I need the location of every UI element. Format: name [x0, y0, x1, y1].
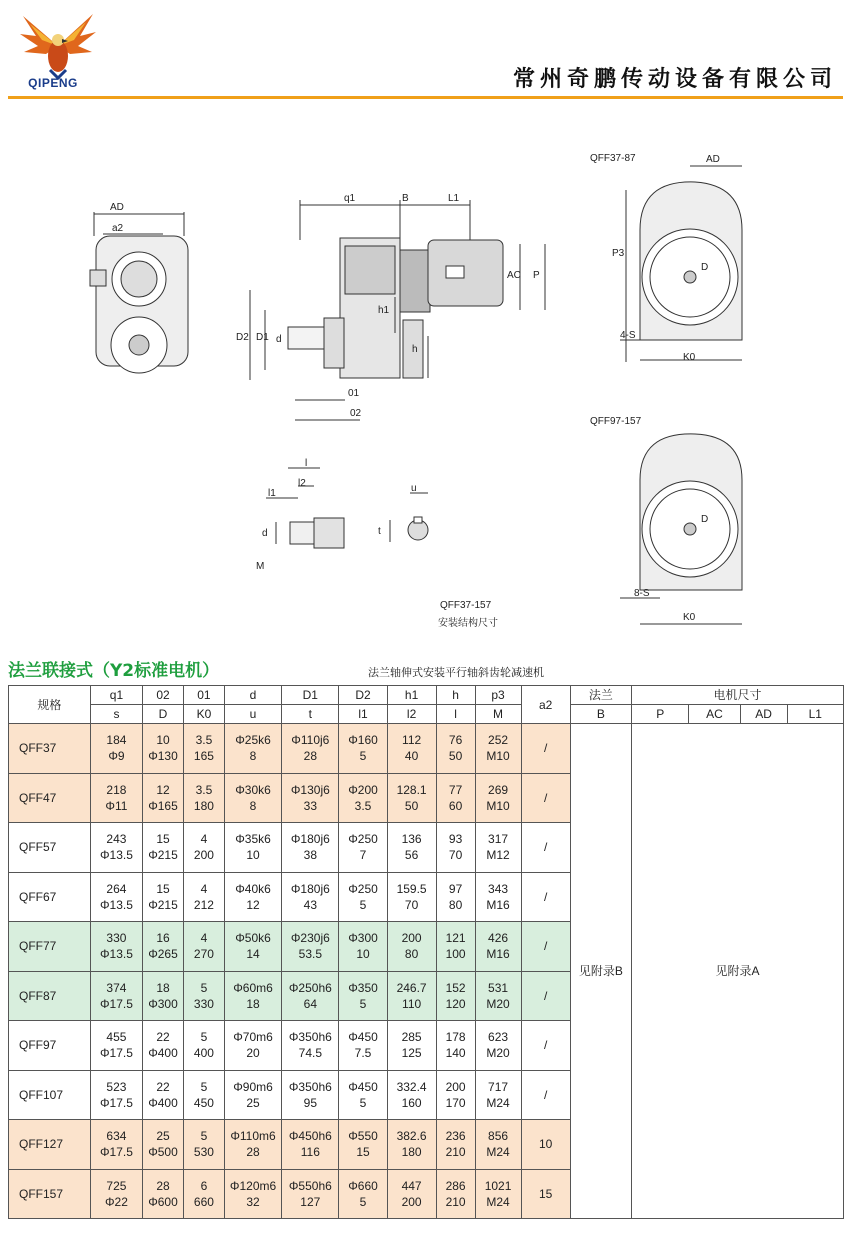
cell-c2: 12 Φ165: [143, 773, 184, 823]
cell-c7: 332.4 160: [387, 1070, 436, 1120]
cell-c4: Φ50k6 14: [224, 922, 281, 972]
header-B: B: [570, 705, 631, 724]
cell-a2: /: [521, 922, 570, 972]
header-d: d: [224, 686, 281, 705]
model-name: QFF87: [9, 971, 91, 1021]
cell-c5: Φ250h6 64: [282, 971, 339, 1021]
dim-q1: q1: [344, 193, 356, 204]
dim-ac: AC: [507, 270, 521, 281]
dim-b: B: [402, 193, 409, 204]
label-qff97-157: QFF97-157: [590, 416, 642, 427]
cell-c1: 330 Φ13.5: [90, 922, 142, 972]
dim-h1: h1: [378, 305, 390, 316]
cell-c5: Φ110j6 28: [282, 724, 339, 774]
cell-c5: Φ450h6 116: [282, 1120, 339, 1170]
cell-c7: 136 56: [387, 823, 436, 873]
header-h1: h1: [387, 686, 436, 705]
dim-ad-left: AD: [110, 202, 124, 213]
cell-c5: Φ350h6 74.5: [282, 1021, 339, 1071]
model-name: QFF107: [9, 1070, 91, 1120]
cell-c7: 285 125: [387, 1021, 436, 1071]
cell-c7: 200 80: [387, 922, 436, 972]
header-02: 02: [143, 686, 184, 705]
label-qff37-87: QFF37-87: [590, 153, 636, 164]
dim-l1-shaft: l1: [268, 488, 276, 499]
dim-o1: 01: [348, 388, 360, 399]
dim-d: d: [276, 334, 282, 345]
cell-c4: Φ110m6 28: [224, 1120, 281, 1170]
cell-c9: 717 M24: [475, 1070, 521, 1120]
label-qff37-157: QFF37-157: [440, 600, 492, 611]
model-name: QFF57: [9, 823, 91, 873]
motor-note: 见附录A: [632, 724, 844, 1219]
header-M: M: [475, 705, 521, 724]
table-row: [9, 724, 844, 774]
cell-c3: 5 450: [183, 1070, 224, 1120]
cell-c6: Φ450 7.5: [339, 1021, 387, 1071]
dim-d1: D1: [256, 332, 269, 343]
section-title: 法兰联接式（Y2标准电机）: [8, 661, 220, 681]
header-AC: AC: [689, 705, 740, 724]
cell-c4: Φ120m6 32: [224, 1169, 281, 1219]
cell-c4: Φ60m6 18: [224, 971, 281, 1021]
model-name: QFF127: [9, 1120, 91, 1170]
cell-a2: /: [521, 823, 570, 873]
cell-c4: Φ35k6 10: [224, 823, 281, 873]
cell-a2: /: [521, 724, 570, 774]
header-s: s: [90, 705, 142, 724]
cell-c1: 264 Φ13.5: [90, 872, 142, 922]
header-D: D: [143, 705, 184, 724]
cell-c3: 3.5 180: [183, 773, 224, 823]
cell-c3: 5 330: [183, 971, 224, 1021]
cell-c7: 382.6 180: [387, 1120, 436, 1170]
header-l2: l2: [387, 705, 436, 724]
cell-c1: 243 Φ13.5: [90, 823, 142, 873]
cell-c8: 77 60: [436, 773, 475, 823]
cell-c9: 343 M16: [475, 872, 521, 922]
model-name: QFF47: [9, 773, 91, 823]
cell-c4: Φ25k6 8: [224, 724, 281, 774]
cell-c3: 4 270: [183, 922, 224, 972]
cell-c4: Φ70m6 20: [224, 1021, 281, 1071]
cell-c7: 246.7 110: [387, 971, 436, 1021]
cell-c1: 218 Φ11: [90, 773, 142, 823]
dim-k0-top: K0: [683, 352, 696, 363]
cell-c3: 4 212: [183, 872, 224, 922]
cell-c1: 725 Φ22: [90, 1169, 142, 1219]
header-h: h: [436, 686, 475, 705]
cell-c6: Φ660 5: [339, 1169, 387, 1219]
cell-c7: 159.5 70: [387, 872, 436, 922]
dim-m: M: [256, 561, 265, 572]
dim-u: u: [411, 483, 417, 494]
cell-c6: Φ450 5: [339, 1070, 387, 1120]
cell-c3: 3.5 165: [183, 724, 224, 774]
header-01: 01: [183, 686, 224, 705]
cell-c8: 286 210: [436, 1169, 475, 1219]
dim-l2: l2: [298, 478, 306, 489]
dim-d-flange: D: [701, 262, 709, 273]
company-name: 常州奇鹏传动设备有限公司: [512, 67, 837, 92]
cell-c2: 15 Φ215: [143, 872, 184, 922]
cell-c2: 15 Φ215: [143, 823, 184, 873]
side-view-center: [250, 200, 545, 420]
dim-o2: 02: [350, 408, 362, 419]
cell-c6: Φ250 5: [339, 872, 387, 922]
header-flange: 法兰: [570, 686, 631, 705]
cell-c3: 6 660: [183, 1169, 224, 1219]
cell-c2: 16 Φ265: [143, 922, 184, 972]
cell-c7: 128.1 50: [387, 773, 436, 823]
model-name: QFF157: [9, 1169, 91, 1219]
cell-c9: 252 M10: [475, 724, 521, 774]
cell-c6: Φ160 5: [339, 724, 387, 774]
header-t: t: [282, 705, 339, 724]
dim-d2: D2: [236, 332, 249, 343]
cell-c2: 28 Φ600: [143, 1169, 184, 1219]
header-p3: p3: [475, 686, 521, 705]
cell-a2: /: [521, 1021, 570, 1071]
model-name: QFF97: [9, 1021, 91, 1071]
cell-c6: Φ200 3.5: [339, 773, 387, 823]
cell-c9: 426 M16: [475, 922, 521, 972]
dim-h: h: [412, 344, 418, 355]
cell-c3: 4 200: [183, 823, 224, 873]
header-AD: AD: [740, 705, 787, 724]
cell-c8: 93 70: [436, 823, 475, 873]
header-motor-dims: 电机尺寸: [632, 686, 844, 705]
flange-note: 见附录B: [570, 724, 631, 1219]
cell-c4: Φ40k6 12: [224, 872, 281, 922]
end-view-left: [90, 212, 188, 373]
dim-4s: 4-S: [620, 330, 636, 341]
cell-c3: 5 530: [183, 1120, 224, 1170]
dim-ad-right: AD: [706, 154, 720, 165]
cell-c8: 152 120: [436, 971, 475, 1021]
cell-c6: Φ350 5: [339, 971, 387, 1021]
cell-c5: Φ180j6 43: [282, 872, 339, 922]
key-section: [390, 493, 428, 542]
dim-p: P: [533, 270, 540, 281]
cell-c5: Φ350h6 95: [282, 1070, 339, 1120]
cell-c9: 531 M20: [475, 971, 521, 1021]
cell-c7: 112 40: [387, 724, 436, 774]
cell-c9: 1021 M24: [475, 1169, 521, 1219]
header-L1: L1: [787, 705, 843, 724]
header-D2: D2: [339, 686, 387, 705]
dim-l: l: [305, 458, 308, 469]
model-name: QFF37: [9, 724, 91, 774]
cell-c8: 178 140: [436, 1021, 475, 1071]
cell-c1: 184 Φ9: [90, 724, 142, 774]
cell-c6: Φ550 15: [339, 1120, 387, 1170]
header-spec: 规格: [9, 686, 91, 724]
cell-c1: 455 Φ17.5: [90, 1021, 142, 1071]
cell-c9: 623 M20: [475, 1021, 521, 1071]
cell-a2: 15: [521, 1169, 570, 1219]
header-a2: a2: [521, 686, 570, 724]
cell-c1: 634 Φ17.5: [90, 1120, 142, 1170]
cell-c8: 76 50: [436, 724, 475, 774]
cell-c3: 5 400: [183, 1021, 224, 1071]
cell-c4: Φ30k6 8: [224, 773, 281, 823]
cell-c5: Φ180j6 38: [282, 823, 339, 873]
dim-d-flange-2: D: [701, 514, 709, 525]
dim-d-shaft: d: [262, 528, 268, 539]
cell-c2: 18 Φ300: [143, 971, 184, 1021]
cell-c8: 121 100: [436, 922, 475, 972]
dim-a2: a2: [112, 223, 124, 234]
cell-c1: 374 Φ17.5: [90, 971, 142, 1021]
cell-c2: 25 Φ500: [143, 1120, 184, 1170]
cell-c4: Φ90m6 25: [224, 1070, 281, 1120]
header-l: l: [436, 705, 475, 724]
cell-c8: 200 170: [436, 1070, 475, 1120]
cell-c1: 523 Φ17.5: [90, 1070, 142, 1120]
cell-c6: Φ250 7: [339, 823, 387, 873]
dim-t: t: [378, 526, 381, 537]
logo-text: QIPENG: [28, 76, 78, 90]
cell-c5: Φ230j6 53.5: [282, 922, 339, 972]
header-q1: q1: [90, 686, 142, 705]
cell-c2: 22 Φ400: [143, 1070, 184, 1120]
header-P: P: [632, 705, 689, 724]
cell-c8: 236 210: [436, 1120, 475, 1170]
header-l1: l1: [339, 705, 387, 724]
cell-c5: Φ130j6 33: [282, 773, 339, 823]
flange-view-37-87: [620, 166, 742, 362]
cell-a2: /: [521, 872, 570, 922]
cell-c9: 269 M10: [475, 773, 521, 823]
cell-a2: /: [521, 1070, 570, 1120]
model-name: QFF77: [9, 922, 91, 972]
label-install: 安装结构尺寸: [438, 618, 498, 629]
header-K0: K0: [183, 705, 224, 724]
dim-p3: P3: [612, 248, 625, 259]
dim-k0-bottom: K0: [683, 612, 696, 623]
header-D1: D1: [282, 686, 339, 705]
cell-c9: 317 M12: [475, 823, 521, 873]
spec-table: [8, 685, 844, 1219]
cell-c9: 856 M24: [475, 1120, 521, 1170]
dim-8s: 8-S: [634, 588, 650, 599]
cell-a2: 10: [521, 1120, 570, 1170]
cell-c2: 22 Φ400: [143, 1021, 184, 1071]
cell-c8: 97 80: [436, 872, 475, 922]
cell-a2: /: [521, 773, 570, 823]
cell-c6: Φ300 10: [339, 922, 387, 972]
table-title: 法兰轴伸式安装平行轴斜齿轮减速机: [368, 666, 544, 679]
cell-c2: 10 Φ130: [143, 724, 184, 774]
dim-l1: L1: [448, 193, 460, 204]
header-u: u: [224, 705, 281, 724]
cell-a2: /: [521, 971, 570, 1021]
cell-c7: 447 200: [387, 1169, 436, 1219]
model-name: QFF67: [9, 872, 91, 922]
cell-c5: Φ550h6 127: [282, 1169, 339, 1219]
